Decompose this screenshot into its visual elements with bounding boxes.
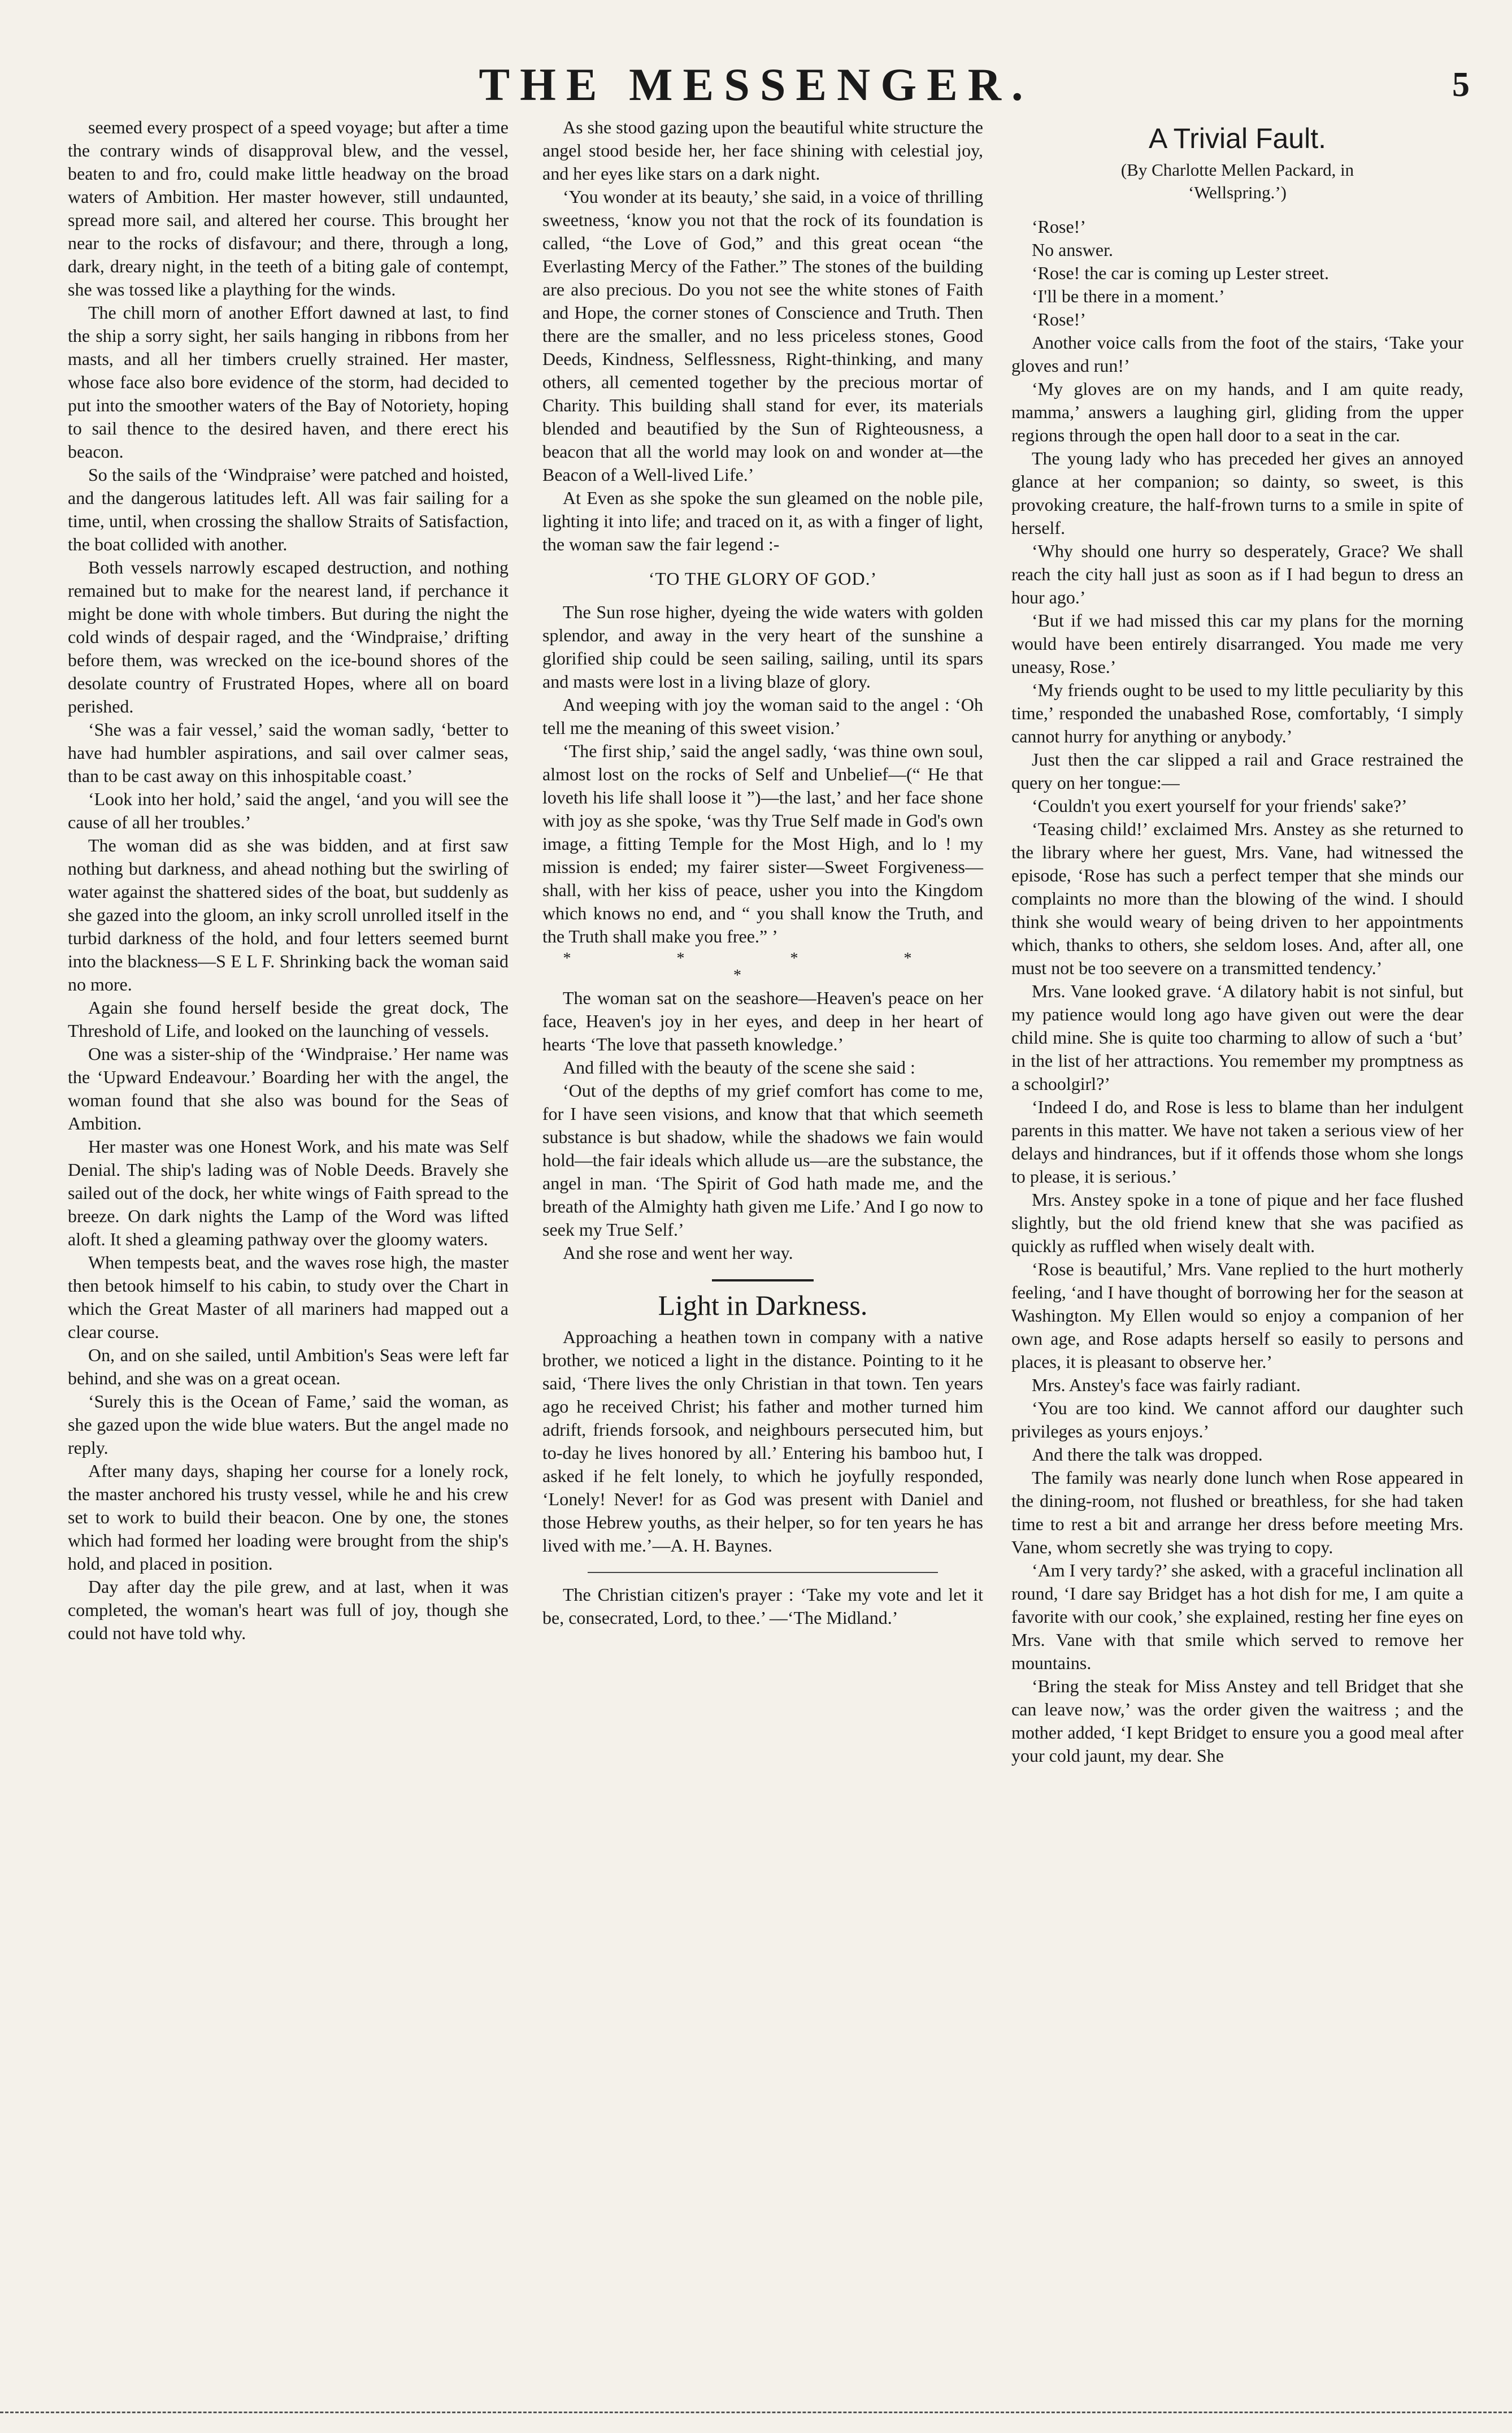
- paragraph: On, and on she sailed, until Ambition's Seas were left far behind, and she was on a great ocean.: [68, 1345, 509, 1388]
- paragraph: ‘Surely this is the Ocean of Fame,’ said the woman, as she gazed upon the wide blue waters. But the angel made no reply.: [68, 1391, 509, 1458]
- section-break-stars: * * * * *: [563, 950, 963, 984]
- paragraph: ‘The first ship,’ said the angel sadly, ‘was thine own soul, almost lost on the rocks of Self and Unbelief—(“ He that loveth his life shall loose it ”)—the last,’ and her face shone with joy as she spoke, ‘was thy True Self made in God's own image, a fitting Temple for the Most High, and lo ! my mission is ended; my fairer sister—Sweet Forgiveness—shall, with her kiss of peace, usher you into the Kingdom which knows no end, and “ you shall know the Truth, and the Truth shall make you free.” ’: [542, 741, 983, 946]
- paragraph: The young lady who has preceded her gives an annoyed glance at her companion; so dainty, so sweet, is this provoking creature, the half-frown turns to a smile in spite of herself.: [1011, 448, 1463, 538]
- paragraph: ‘Am I very tardy?’ she asked, with a graceful inclination all round, ‘I dare say Bridget has a hot dish for me, I am quite a favorite with our cook,’ she explained, resting her fine eyes on Mrs. Vane with that smile which served to remove her mountains.: [1011, 1560, 1463, 1673]
- paragraph: Mrs. Vane looked grave. ‘A dilatory habit is not sinful, but my patience would long ago have given out were the dear child mine. She is quite too charming to allow of such a ‘but’ in the list of her attractions. You remember my promptness as a schoolgirl?’: [1011, 981, 1463, 1094]
- footer-rule: [0, 2412, 1512, 2413]
- paragraph: ‘My friends ought to be used to my little peculiarity by this time,’ responded the unabashed Rose, comfortably, ‘I simply cannot hurry for anything or anybody.’: [1011, 680, 1463, 746]
- page-number: 5: [1452, 66, 1470, 104]
- light-in-darkness-text: Approaching a heathen town in company with a native brother, we noticed a light in the distance. Pointing to it he said, ‘There lives the only Christian in that town. Ten years ago he received Christ; his father and mother turned him adrift, friends forsook, and neighbours persecuted him, but to-day he lives honored by all.’ Entering his bamboo hut, I asked if he felt lonely, to which he joyfully responded, ‘Lonely! Never! for as God was present with Daniel and those Hebrew youths, as their helper, so for ten years he has lived with me.’—A. H. Baynes.: [542, 1327, 983, 1556]
- paragraph: ‘Rose!’: [1032, 216, 1086, 237]
- byline-line-2: ‘Wellspring.’): [1188, 183, 1287, 202]
- paragraph: And filled with the beauty of the scene she said :: [563, 1057, 915, 1078]
- paragraph: ‘I'll be there in a moment.’: [1032, 286, 1225, 306]
- paragraph: ‘Rose is beautiful,’ Mrs. Vane replied to the hurt motherly feeling, ‘and I have thought of borrowing her for the season at Washington. My Ellen would so enjoy a companion of her own age, and Rose adapts herself so easily to persons and places, it is pleasant to observe her.’: [1011, 1259, 1463, 1372]
- paragraph: The family was nearly done lunch when Rose appeared in the dining-room, not flushed or breathless, for she had taken time to rest a bit and arrange her dress before meeting Mrs. Vane, whom secretly she was trying to copy.: [1011, 1467, 1463, 1557]
- paragraph: One was a sister-ship of the ‘Windpraise.’ Her name was the ‘Upward Endeavour.’ Boarding her with the angel, the woman found that she also was bound for the Seas of Ambition.: [68, 1044, 509, 1133]
- paragraph: Another voice calls from the foot of the stairs, ‘Take your gloves and run!’: [1011, 332, 1463, 376]
- col3-paragraphs: [1011, 215, 1463, 1767]
- paragraph: ‘My gloves are on my hands, and I am quite ready, mamma,’ answers a laughing girl, gliding from the upper regions through the open hall door to a seat in the car.: [1011, 379, 1463, 445]
- paragraph: Again she found herself beside the great dock, The Threshold of Life, and looked on the launching of vessels.: [68, 997, 509, 1041]
- paragraph: And there the talk was dropped.: [1032, 1444, 1263, 1465]
- col1-paragraphs: [68, 116, 509, 1645]
- paragraph: Mrs. Anstey spoke in a tone of pique and her face flushed slightly, but the old friend knew that she was pacified as quickly as ruffled when wisely dealt with.: [1011, 1189, 1463, 1256]
- paragraph: Day after day the pile grew, and at last, when it was completed, the woman's heart was full of joy, though she could not have told why.: [68, 1576, 509, 1643]
- paragraph: ‘Teasing child!’ exclaimed Mrs. Anstey as she returned to the library where her guest, Mrs. Vane, had witnessed the episode, ‘Rose has such a perfect temper that she minds our complaints no more than the blowing of the wind. I should think she would weary of being driven to her appointments which, thanks to others, she seldom loses. And, after all, one must not be too seevere on a transmitted tendency.’: [1011, 819, 1463, 978]
- paragraph: And weeping with joy the woman said to the angel : ‘Oh tell me the meaning of this sweet vision.’: [542, 694, 983, 738]
- masthead: [0, 54, 1512, 116]
- paragraph: As she stood gazing upon the beautiful white structure the angel stood beside her, her face shining with celestial joy, and her eyes like stars on a dark night.: [542, 117, 983, 184]
- paragraph: So the sails of the ‘Windpraise’ were patched and hoisted, and the dangerous latitudes left. All was fair sailing for a time, until, when crossing the shallow Straits of Satisfaction, the boat collided with another.: [68, 464, 509, 554]
- col2-paragraphs-c: [542, 987, 983, 1265]
- paragraph: ‘Look into her hold,’ said the angel, ‘and you will see the cause of all her troubles.’: [68, 789, 509, 832]
- light-in-darkness-title: Light in Darkness.: [658, 1289, 868, 1321]
- divider-rule-2: [588, 1572, 938, 1573]
- paragraph: ‘Couldn't you exert yourself for your friends' sake?’: [1032, 796, 1407, 816]
- paragraph: The chill morn of another Effort dawned at last, to find the ship a sorry sight, her sails hanging in ribbons from her masts, and all her timbers cruelly strained. Her master, whose face also bore evidence of the storm, had decided to put into the smoother waters of the Bay of Notoriety, hoping to sail thence to the desired haven, and there erect his beacon.: [68, 302, 509, 462]
- paragraph: The Sun rose higher, dyeing the wide waters with golden splendor, and away in the very heart of the sunshine a glorified ship could be seen sailing, sailing, until its spars and masts were lost in a living blaze of glory.: [542, 602, 983, 692]
- column-1: [68, 116, 509, 1645]
- divider-rule: [712, 1279, 814, 1281]
- paragraph: ‘She was a fair vessel,’ said the woman sadly, ‘better to have had humbler aspirations, and sail over calmer seas, than to be cast away on this inhospitable coast.’: [68, 719, 509, 786]
- paragraph: Both vessels narrowly escaped destruction, and nothing remained but to make for the nearest land, if perchance it might be done with whole timbers. But during the night the cold winds of despair raged, and the ‘Windpraise,’ drifting before them, was wrecked on the ice-bound shores of the desolate country of Frustrated Hopes, where all on board perished.: [68, 557, 509, 716]
- paragraph: ‘Bring the steak for Miss Anstey and tell Bridget that she can leave now,’ was the order given the waitress ; and the mother added, ‘I kept Bridget to ensure you a good meal after your cold jaunt, my dear. She: [1011, 1676, 1463, 1766]
- col2-paragraphs-a: [542, 116, 983, 556]
- paragraph: After many days, shaping her course for a lonely rock, the master anchored his trusty vessel, while he and his crew set to work to build their beacon. One by one, the stones which had formed her loading were brought from the ship's hold, and placed in position.: [68, 1461, 509, 1574]
- prayer-text: The Christian citizen's prayer : ‘Take my vote and let it be, consecrated, Lord, to thee.’ —‘The Midland.’: [542, 1584, 983, 1628]
- paragraph: ‘Rose!’: [1032, 309, 1086, 329]
- paragraph: The woman did as she was bidden, and at first saw nothing but darkness, and ahead nothing but the swirling of water against the shattered sides of the boat, but suddenly as she gazed into the gloom, an inky scroll unrolled itself in the turbid darkness of the hold, and four letters seemed burnt into the blackness—S E L F. Shrinking back the woman said no more.: [68, 835, 509, 994]
- paragraph: At Even as she spoke the sun gleamed on the noble pile, lighting it into life; and traced on it, as with a finger of light, the woman saw the fair legend :-: [542, 488, 983, 554]
- paragraph: Her master was one Honest Work, and his mate was Self Denial. The ship's lading was of Noble Deeds. Bravely she sailed out of the dock, her white wings of Faith spread to the breeze. On dark nights the Lamp of the Word was lifted aloft. It shed a gleaming pathway over the gloomy waters.: [68, 1136, 509, 1249]
- paragraph: seemed every prospect of a speed voyage; but after a time the contrary winds of disapproval blew, and the vessel, beaten to and fro, could make little headway on the broad waters of Ambition. Her master however, still undaunted, spread more sail, and altered her course. This brought her near to the rocks of disfavour; and there, through a long, dark, dreary night, in the teeth of a biting gale of contempt, she was tossed like a plaything for the winds.: [68, 117, 509, 299]
- col2-paragraphs-b: [542, 601, 983, 948]
- paragraph: ‘You wonder at its beauty,’ she said, in a voice of thrilling sweetness, ‘know you not that the rock of its foundation is called, “the Love of God,” and this great ocean “the Everlasting Mercy of the Father.” The stones of the building are also precious. Do you not see the white stones of Faith and Hope, the corner stones of Conscience and Truth. Then there are the smaller, and no less priceless stones, Good Deeds, Kindness, Selflessness, Right-thinking, and many others, all cemented together by the precious mortar of Charity. This building shall stand for ever, its materials blended and beautified by the Sun of Righteousness, a beacon that all the world may look on and wonder at—the Beacon of a Well-lived Life.’: [542, 186, 983, 485]
- legend-heading: ‘TO THE GLORY OF GOD.’: [648, 568, 877, 589]
- paragraph: Mrs. Anstey's face was fairly radiant.: [1032, 1375, 1301, 1395]
- byline-line-1: (By Charlotte Mellen Packard, in: [1120, 160, 1354, 180]
- paragraph: No answer.: [1032, 240, 1113, 260]
- paragraph: ‘You are too kind. We cannot afford our daughter such privileges as yours enjoys.’: [1011, 1398, 1463, 1441]
- paragraph: The woman sat on the seashore—Heaven's peace on her face, Heaven's joy in her eyes, and deep in her heart of hearts ‘The love that passeth knowledge.’: [542, 988, 983, 1054]
- paragraph: ‘Out of the depths of my grief comfort has come to me, for I have seen visions, and know that that which seemeth substance is but shadow, while the shadows we fain would hold—the fair ideals which allude us—are the substance, the angel in man. ‘The Spirit of God hath made me, and the breath of the Almighty hath given me Life.’ And I go now to seek my True Self.’: [542, 1080, 983, 1240]
- newspaper-title: THE MESSENGER.: [479, 59, 1033, 110]
- trivial-fault-title: A Trivial Fault.: [1149, 123, 1326, 154]
- paragraph: ‘Why should one hurry so desperately, Grace? We shall reach the city hall just as soon as if I had begun to dress an hour ago.’: [1011, 541, 1463, 607]
- paragraph: ‘But if we had missed this car my plans for the morning would have been entirely disarranged. You made me very uneasy, Rose.’: [1011, 610, 1463, 677]
- paragraph: When tempests beat, and the waves rose high, the master then betook himself to his cabin, to study over the Chart in which the Great Master of all mariners had mapped out a clear course.: [68, 1252, 509, 1342]
- paragraph: ‘Indeed I do, and Rose is less to blame than her indulgent parents in this matter. We have not taken a serious view of her delays and hindrances, but if it offends those whom she longs to please, it is serious.’: [1011, 1097, 1463, 1187]
- column-2: [542, 116, 983, 1630]
- byline: [1011, 159, 1463, 204]
- paragraph: And she rose and went her way.: [563, 1242, 793, 1263]
- paragraph: ‘Rose! the car is coming up Lester street.: [1032, 263, 1329, 283]
- column-3: [1011, 116, 1463, 1767]
- paragraph: Just then the car slipped a rail and Grace restrained the query on her tongue:—: [1011, 749, 1463, 793]
